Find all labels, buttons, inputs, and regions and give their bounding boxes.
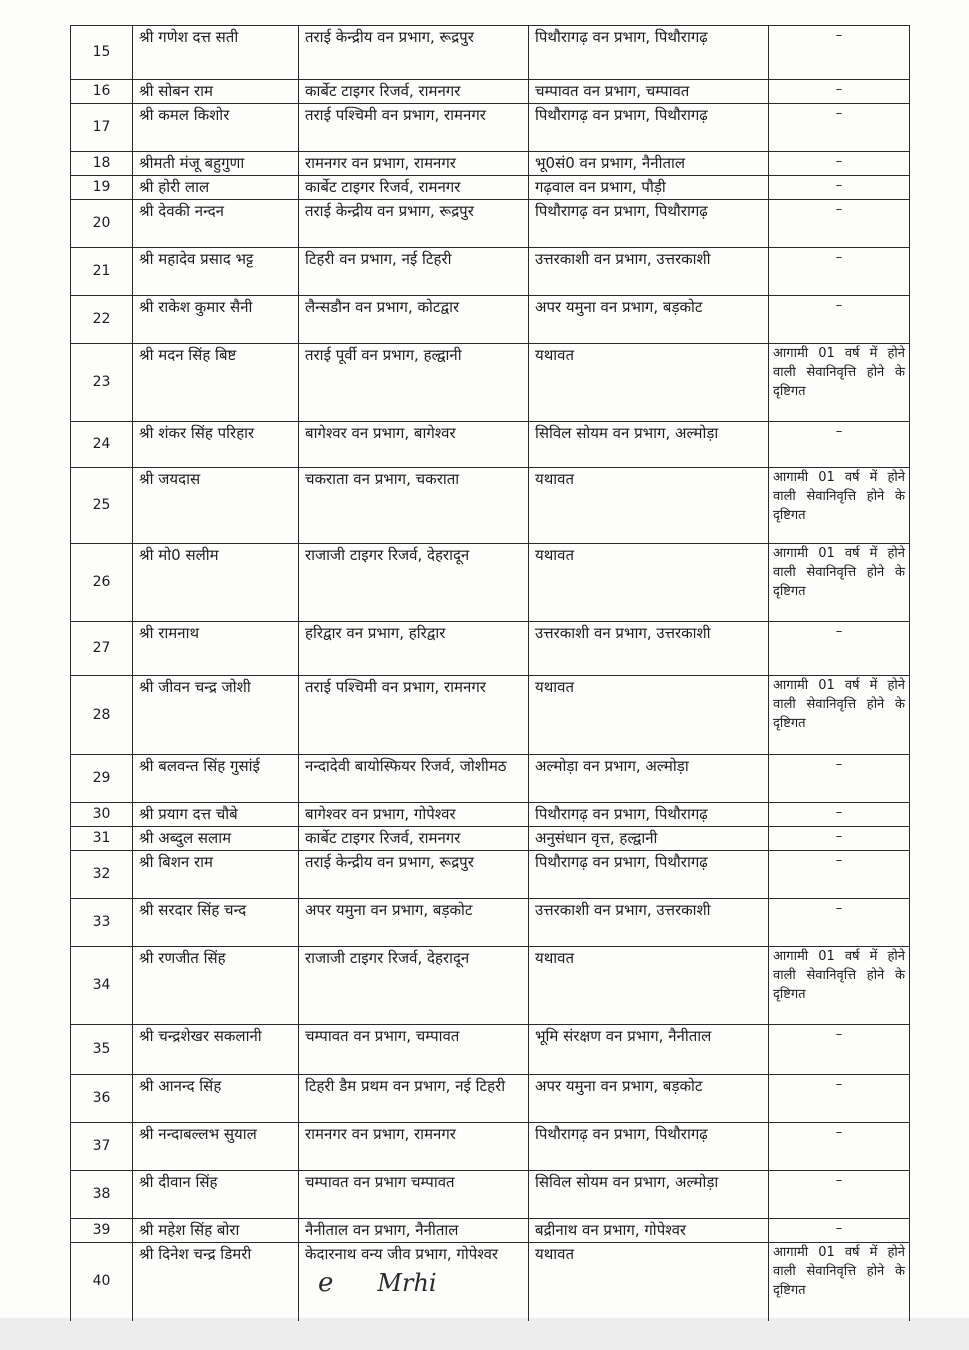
remark-cell: –	[769, 248, 910, 296]
new-posting-cell: यथावत	[529, 1243, 769, 1321]
transfer-table	[70, 25, 910, 1321]
table-row	[71, 1025, 910, 1075]
remark-cell: –	[769, 827, 910, 851]
current-posting-cell: तराई केन्द्रीय वन प्रभाग, रूद्रपुर	[299, 851, 529, 899]
serial-number-cell: 22	[71, 296, 133, 344]
current-posting-cell: चकराता वन प्रभाग, चकराता	[299, 468, 529, 544]
current-posting-cell: तराई पश्चिमी वन प्रभाग, रामनगर	[299, 104, 529, 152]
remark-cell: –	[769, 176, 910, 200]
table-row	[71, 851, 910, 899]
current-posting-cell: नैनीताल वन प्रभाग, नैनीताल	[299, 1219, 529, 1243]
new-posting-cell: अपर यमुना वन प्रभाग, बड़कोट	[529, 296, 769, 344]
remark-cell: –	[769, 1025, 910, 1075]
table-row	[71, 468, 910, 544]
serial-number-cell: 25	[71, 468, 133, 544]
serial-number-cell: 26	[71, 544, 133, 622]
serial-number-cell: 15	[71, 26, 133, 80]
table-row	[71, 344, 910, 422]
table-row	[71, 1219, 910, 1243]
current-posting-cell: तराई केन्द्रीय वन प्रभाग, रूद्रपुर	[299, 26, 529, 80]
remark-cell: आगामी 01 वर्ष में होने वाली सेवानिवृत्ति होने के दृष्टिगत	[769, 1243, 910, 1321]
employee-name-cell: श्री चन्द्रशेखर सकलानी	[133, 1025, 299, 1075]
serial-number-cell: 35	[71, 1025, 133, 1075]
current-posting-cell: बागेश्वर वन प्रभाग, बागेश्वर	[299, 422, 529, 468]
current-posting-cell: कार्बेट टाइगर रिजर्व, रामनगर	[299, 176, 529, 200]
current-posting-cell: राजाजी टाइगर रिजर्व, देहरादून	[299, 544, 529, 622]
new-posting-cell: पिथौरागढ़ वन प्रभाग, पिथौरागढ़	[529, 26, 769, 80]
employee-name-cell: श्री आनन्द सिंह	[133, 1075, 299, 1123]
table-row	[71, 1171, 910, 1219]
current-posting-cell: बागेश्वर वन प्रभाग, गोपेश्वर	[299, 803, 529, 827]
current-posting-cell: तराई पूर्वी वन प्रभाग, हल्द्वानी	[299, 344, 529, 422]
new-posting-cell: सिविल सोयम वन प्रभाग, अल्मोड़ा	[529, 1171, 769, 1219]
table-row	[71, 947, 910, 1025]
table-row	[71, 104, 910, 152]
signature-initial: e	[318, 1268, 334, 1298]
employee-name-cell: श्री प्रयाग दत्त चौबे	[133, 803, 299, 827]
new-posting-cell: पिथौरागढ़ वन प्रभाग, पिथौरागढ़	[529, 1123, 769, 1171]
new-posting-cell: पिथौरागढ़ वन प्रभाग, पिथौरागढ़	[529, 803, 769, 827]
remark-cell: –	[769, 80, 910, 104]
serial-number-cell: 36	[71, 1075, 133, 1123]
table-row	[71, 622, 910, 676]
employee-name-cell: श्रीमती मंजू बहुगुणा	[133, 152, 299, 176]
current-posting-cell: टिहरी डैम प्रथम वन प्रभाग, नई टिहरी	[299, 1075, 529, 1123]
new-posting-cell: उत्तरकाशी वन प्रभाग, उत्तरकाशी	[529, 899, 769, 947]
remark-cell: –	[769, 899, 910, 947]
employee-name-cell: श्री शंकर सिंह परिहार	[133, 422, 299, 468]
new-posting-cell: अपर यमुना वन प्रभाग, बड़कोट	[529, 1075, 769, 1123]
employee-name-cell: श्री रामनाथ	[133, 622, 299, 676]
employee-name-cell: श्री जयदास	[133, 468, 299, 544]
serial-number-cell: 29	[71, 755, 133, 803]
remark-cell: आगामी 01 वर्ष में होने वाली सेवानिवृत्ति होने के दृष्टिगत	[769, 947, 910, 1025]
employee-name-cell: श्री रणजीत सिंह	[133, 947, 299, 1025]
remark-cell: –	[769, 1123, 910, 1171]
serial-number-cell: 21	[71, 248, 133, 296]
new-posting-cell: गढ़वाल वन प्रभाग, पौड़ी	[529, 176, 769, 200]
table-row	[71, 827, 910, 851]
remark-cell: –	[769, 755, 910, 803]
employee-name-cell: श्री सरदार सिंह चन्द	[133, 899, 299, 947]
table-row	[71, 422, 910, 468]
employee-name-cell: श्री जीवन चन्द्र जोशी	[133, 676, 299, 755]
serial-number-cell: 17	[71, 104, 133, 152]
serial-number-cell: 24	[71, 422, 133, 468]
table-row	[71, 26, 910, 80]
new-posting-cell: अल्मोड़ा वन प्रभाग, अल्मोड़ा	[529, 755, 769, 803]
employee-name-cell: श्री दिनेश चन्द्र डिमरी	[133, 1243, 299, 1321]
employee-name-cell: श्री राकेश कुमार सैनी	[133, 296, 299, 344]
current-posting-cell: हरिद्वार वन प्रभाग, हरिद्वार	[299, 622, 529, 676]
remark-cell: –	[769, 1219, 910, 1243]
employee-name-cell: श्री नन्दाबल्लभ सुयाल	[133, 1123, 299, 1171]
current-posting-cell: चम्पावत वन प्रभाग चम्पावत	[299, 1171, 529, 1219]
serial-number-cell: 18	[71, 152, 133, 176]
current-posting-cell: नन्दादेवी बायोस्फियर रिजर्व, जोशीमठ	[299, 755, 529, 803]
current-posting-cell: चम्पावत वन प्रभाग, चम्पावत	[299, 1025, 529, 1075]
table-row	[71, 1075, 910, 1123]
serial-number-cell: 40	[71, 1243, 133, 1321]
employee-name-cell: श्री मो0 सलीम	[133, 544, 299, 622]
remark-cell: –	[769, 296, 910, 344]
serial-number-cell: 20	[71, 200, 133, 248]
remark-cell: –	[769, 104, 910, 152]
new-posting-cell: यथावत	[529, 344, 769, 422]
new-posting-cell: पिथौरागढ़ वन प्रभाग, पिथौरागढ़	[529, 104, 769, 152]
serial-number-cell: 27	[71, 622, 133, 676]
current-posting-cell: तराई केन्द्रीय वन प्रभाग, रूद्रपुर	[299, 200, 529, 248]
remark-cell: –	[769, 1075, 910, 1123]
remark-cell: –	[769, 200, 910, 248]
serial-number-cell: 32	[71, 851, 133, 899]
current-posting-cell: लैन्सडौन वन प्रभाग, कोटद्वार	[299, 296, 529, 344]
remark-cell: आगामी 01 वर्ष में होने वाली सेवानिवृत्ति होने के दृष्टिगत	[769, 344, 910, 422]
employee-name-cell: श्री बलवन्त सिंह गुसांई	[133, 755, 299, 803]
employee-name-cell: श्री अब्दुल सलाम	[133, 827, 299, 851]
signature-scribble: Mrhi	[377, 1269, 437, 1297]
table-row	[71, 176, 910, 200]
table-row	[71, 1243, 910, 1321]
employee-name-cell: श्री कमल किशोर	[133, 104, 299, 152]
new-posting-cell: भूमि संरक्षण वन प्रभाग, नैनीताल	[529, 1025, 769, 1075]
current-posting-cell: तराई पश्चिमी वन प्रभाग, रामनगर	[299, 676, 529, 755]
new-posting-cell: अनुसंधान वृत्त, हल्द्वानी	[529, 827, 769, 851]
table-row	[71, 803, 910, 827]
current-posting-cell: टिहरी वन प्रभाग, नई टिहरी	[299, 248, 529, 296]
new-posting-cell: यथावत	[529, 468, 769, 544]
current-posting-cell: राजाजी टाइगर रिजर्व, देहरादून	[299, 947, 529, 1025]
remark-cell: –	[769, 1171, 910, 1219]
table-row	[71, 899, 910, 947]
remark-cell: –	[769, 622, 910, 676]
serial-number-cell: 37	[71, 1123, 133, 1171]
page-bottom-edge	[0, 1318, 969, 1350]
remark-cell: –	[769, 851, 910, 899]
table-row	[71, 80, 910, 104]
new-posting-cell: सिविल सोयम वन प्रभाग, अल्मोड़ा	[529, 422, 769, 468]
remark-cell: –	[769, 26, 910, 80]
employee-name-cell: श्री देवकी नन्दन	[133, 200, 299, 248]
new-posting-cell: यथावत	[529, 544, 769, 622]
remark-cell: –	[769, 803, 910, 827]
remark-cell: –	[769, 422, 910, 468]
current-posting-cell: अपर यमुना वन प्रभाग, बड़कोट	[299, 899, 529, 947]
new-posting-cell: उत्तरकाशी वन प्रभाग, उत्तरकाशी	[529, 622, 769, 676]
remark-cell: –	[769, 152, 910, 176]
table-row	[71, 755, 910, 803]
new-posting-cell: बद्रीनाथ वन प्रभाग, गोपेश्वर	[529, 1219, 769, 1243]
remark-cell: आगामी 01 वर्ष में होने वाली सेवानिवृत्ति होने के दृष्टिगत	[769, 676, 910, 755]
serial-number-cell: 19	[71, 176, 133, 200]
employee-name-cell: श्री महादेव प्रसाद भट्ट	[133, 248, 299, 296]
current-posting-cell: कार्बेट टाइगर रिजर्व, रामनगर	[299, 827, 529, 851]
table-row	[71, 1123, 910, 1171]
table-row	[71, 544, 910, 622]
remark-cell: आगामी 01 वर्ष में होने वाली सेवानिवृत्ति होने के दृष्टिगत	[769, 468, 910, 544]
serial-number-cell: 34	[71, 947, 133, 1025]
table-row	[71, 676, 910, 755]
remark-cell: आगामी 01 वर्ष में होने वाली सेवानिवृत्ति होने के दृष्टिगत	[769, 544, 910, 622]
transfer-table-body	[71, 26, 910, 1321]
employee-name-cell: श्री दीवान सिंह	[133, 1171, 299, 1219]
serial-number-cell: 30	[71, 803, 133, 827]
new-posting-cell: पिथौरागढ़ वन प्रभाग, पिथौरागढ़	[529, 200, 769, 248]
table-row	[71, 200, 910, 248]
employee-name-cell: श्री बिशन राम	[133, 851, 299, 899]
employee-name-cell: श्री महेश सिंह बोरा	[133, 1219, 299, 1243]
serial-number-cell: 33	[71, 899, 133, 947]
current-posting-cell: रामनगर वन प्रभाग, रामनगर	[299, 1123, 529, 1171]
employee-name-cell: श्री होरी लाल	[133, 176, 299, 200]
serial-number-cell: 23	[71, 344, 133, 422]
signature	[318, 1268, 437, 1298]
new-posting-cell: भू0सं0 वन प्रभाग, नैनीताल	[529, 152, 769, 176]
serial-number-cell: 39	[71, 1219, 133, 1243]
new-posting-cell: चम्पावत वन प्रभाग, चम्पावत	[529, 80, 769, 104]
employee-name-cell: श्री सोबन राम	[133, 80, 299, 104]
serial-number-cell: 31	[71, 827, 133, 851]
employee-name-cell: श्री गणेश दत्त सती	[133, 26, 299, 80]
new-posting-cell: पिथौरागढ़ वन प्रभाग, पिथौरागढ़	[529, 851, 769, 899]
current-posting-cell: कार्बेट टाइगर रिजर्व, रामनगर	[299, 80, 529, 104]
serial-number-cell: 38	[71, 1171, 133, 1219]
serial-number-cell: 28	[71, 676, 133, 755]
table-row	[71, 152, 910, 176]
new-posting-cell: यथावत	[529, 676, 769, 755]
new-posting-cell: यथावत	[529, 947, 769, 1025]
employee-name-cell: श्री मदन सिंह बिष्ट	[133, 344, 299, 422]
table-row	[71, 296, 910, 344]
current-posting-cell: केदारनाथ वन्य जीव प्रभाग, गोपेश्वर	[299, 1243, 529, 1321]
new-posting-cell: उत्तरकाशी वन प्रभाग, उत्तरकाशी	[529, 248, 769, 296]
serial-number-cell: 16	[71, 80, 133, 104]
table-row	[71, 248, 910, 296]
current-posting-cell: रामनगर वन प्रभाग, रामनगर	[299, 152, 529, 176]
